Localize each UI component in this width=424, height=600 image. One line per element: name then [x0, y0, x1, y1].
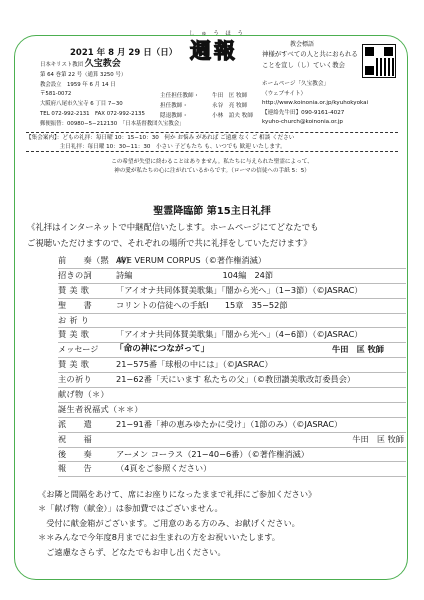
program-item-message: メッセージ 「命の神につながって」 牛田 匡 牧師: [58, 343, 406, 358]
program-item: 賛 美 歌 21−575番「球根の中には」（©JASRAC）: [58, 358, 406, 373]
service-title: 聖霊降臨節 第15主日礼拝: [153, 206, 271, 217]
church-volume: 第 64 巻第 22 号（通算 3250 号）: [40, 71, 127, 78]
church-name-row: [40, 60, 158, 71]
contact-email[interactable]: kyuho-church@koinonia.or.jp: [262, 119, 343, 126]
program-item: 賛 美 歌 「アイオナ共同体賛美歌集」「闇から光へ」（4−6節）（©JASRAC）: [58, 328, 406, 343]
program-item: 誕生者祝福式（＊＊）: [58, 403, 406, 418]
divider: [26, 151, 398, 152]
staff-row: 主任担任教師・ 牛田 匡 牧師: [160, 93, 248, 99]
church-founded: 教会設立 1959 年 6 月 14 日: [40, 81, 116, 88]
qr-code[interactable]: [362, 44, 396, 78]
web-info: ホームページ「久宝教会」 （ウェブサイト） http://www.koinonia.or.jp/kyuhokyokai 【連絡先牛田】090-9161-4027 kyuho-church@koinonia.or.jp: [262, 80, 368, 128]
divider: [26, 132, 398, 133]
bulletin-date: 2021 年 8 月 29 日（日）: [70, 48, 178, 58]
church-postal: 〒581-0072: [40, 91, 72, 98]
contact-phone: 【連絡先牛田】090-9161-4027: [262, 109, 345, 116]
church-transfer: 郵便振替：00980−5−212130 「日本基督教団久宝教会」: [40, 120, 185, 127]
footer-notes: 《お隣と間隔をあけて、席にお座りになったままで礼拝にご参加ください》 ＊「献げ物（献金）」は参加費ではございません。 受付に献金箱がございます。ご用意のある方のみ、お献げください。 ＊＊みんなで今年度8月までにお生まれの方をお祝いいたします。 ご遠慮なさらず、どなたでもお申し出ください。: [38, 489, 317, 557]
title-reading: しゅうほう: [189, 31, 250, 37]
program-item: 派 遣 21−91番「神の恵みゆたかに受け」（1節のみ）（©JASRAC）: [58, 418, 406, 433]
program-item: 献げ物（＊）: [58, 388, 406, 403]
scripture-verse: この希望が失望に終わることはありません。私たちに与えられた聖霊によって、 神の愛が私たちの心に注がれているからです。（ローマの信徒への手紙 5：5）: [111, 159, 313, 174]
church-phone: TEL 072-992-2131 FAX 072-992-2135: [40, 110, 145, 117]
staff-row: 隠退教師・ 小林 誼夫 牧師: [160, 112, 253, 119]
church-info: [40, 59, 185, 130]
church-name: 久宝教会: [84, 59, 121, 69]
bulletin-title: 週報: [190, 38, 238, 63]
program-item: 主の祈り 21−62番「天にいます 私たちの父」（©教団讃美歌改訂委員会）: [58, 373, 406, 388]
program-item: 招きの詞 詩編 104編 24節: [58, 269, 406, 284]
homepage-link[interactable]: http://www.koinonia.or.jp/kyuhokyokai: [262, 100, 369, 107]
staff-list: [160, 92, 253, 121]
motto-heading: 教会標語: [290, 41, 315, 48]
church-denomination: 日本キリスト教団: [40, 62, 84, 68]
order-of-service: [58, 254, 406, 477]
program-item: 前 奏（黙 祷） AVE VERUM CORPUS（©著作権消滅）: [58, 254, 406, 269]
program-item: 報 告 （4頁をご参照ください）: [58, 462, 406, 477]
gatherings-info: 【集会案内】：どもの礼拝：毎日曜 10：15−10：30 何か お悩み があれば ご遠慮 なく ご 相談 ください 主日礼拝：毎日曜 10：30−11：30 小さい 子どもたち も、いつでも 歓迎 いたします。: [26, 135, 295, 150]
staff-row: 担任教師・ 永谷 亮 牧師: [160, 102, 248, 109]
church-address: 大阪府八尾市久宝寺 6 丁目 7−30: [40, 101, 123, 108]
church-motto: 神様がすべての人と共におられる ことを宣し（し）ていく教会: [262, 50, 358, 69]
program-item: お 祈 り: [58, 314, 406, 329]
program-item: 聖 書 コリントの信徒への手紙Ⅰ 15章 35−52節: [58, 299, 406, 314]
program-item: 祝 福 牛田 匡 牧師: [58, 433, 406, 448]
program-item: 後 奏 アーメン コーラス（21−40−6番）（©著作権消滅）: [58, 448, 406, 463]
program-item: 賛 美 歌 「アイオナ共同体賛美歌集」「闇から光へ」（1−3節）（©JASRAC）: [58, 284, 406, 299]
broadcast-notice: 《礼拝はインターネットで中継配信いたします。ホームページにてどなたでも ご視聴いただけますので、それぞれの場所で共に礼拝をしていただけます》: [27, 222, 319, 248]
